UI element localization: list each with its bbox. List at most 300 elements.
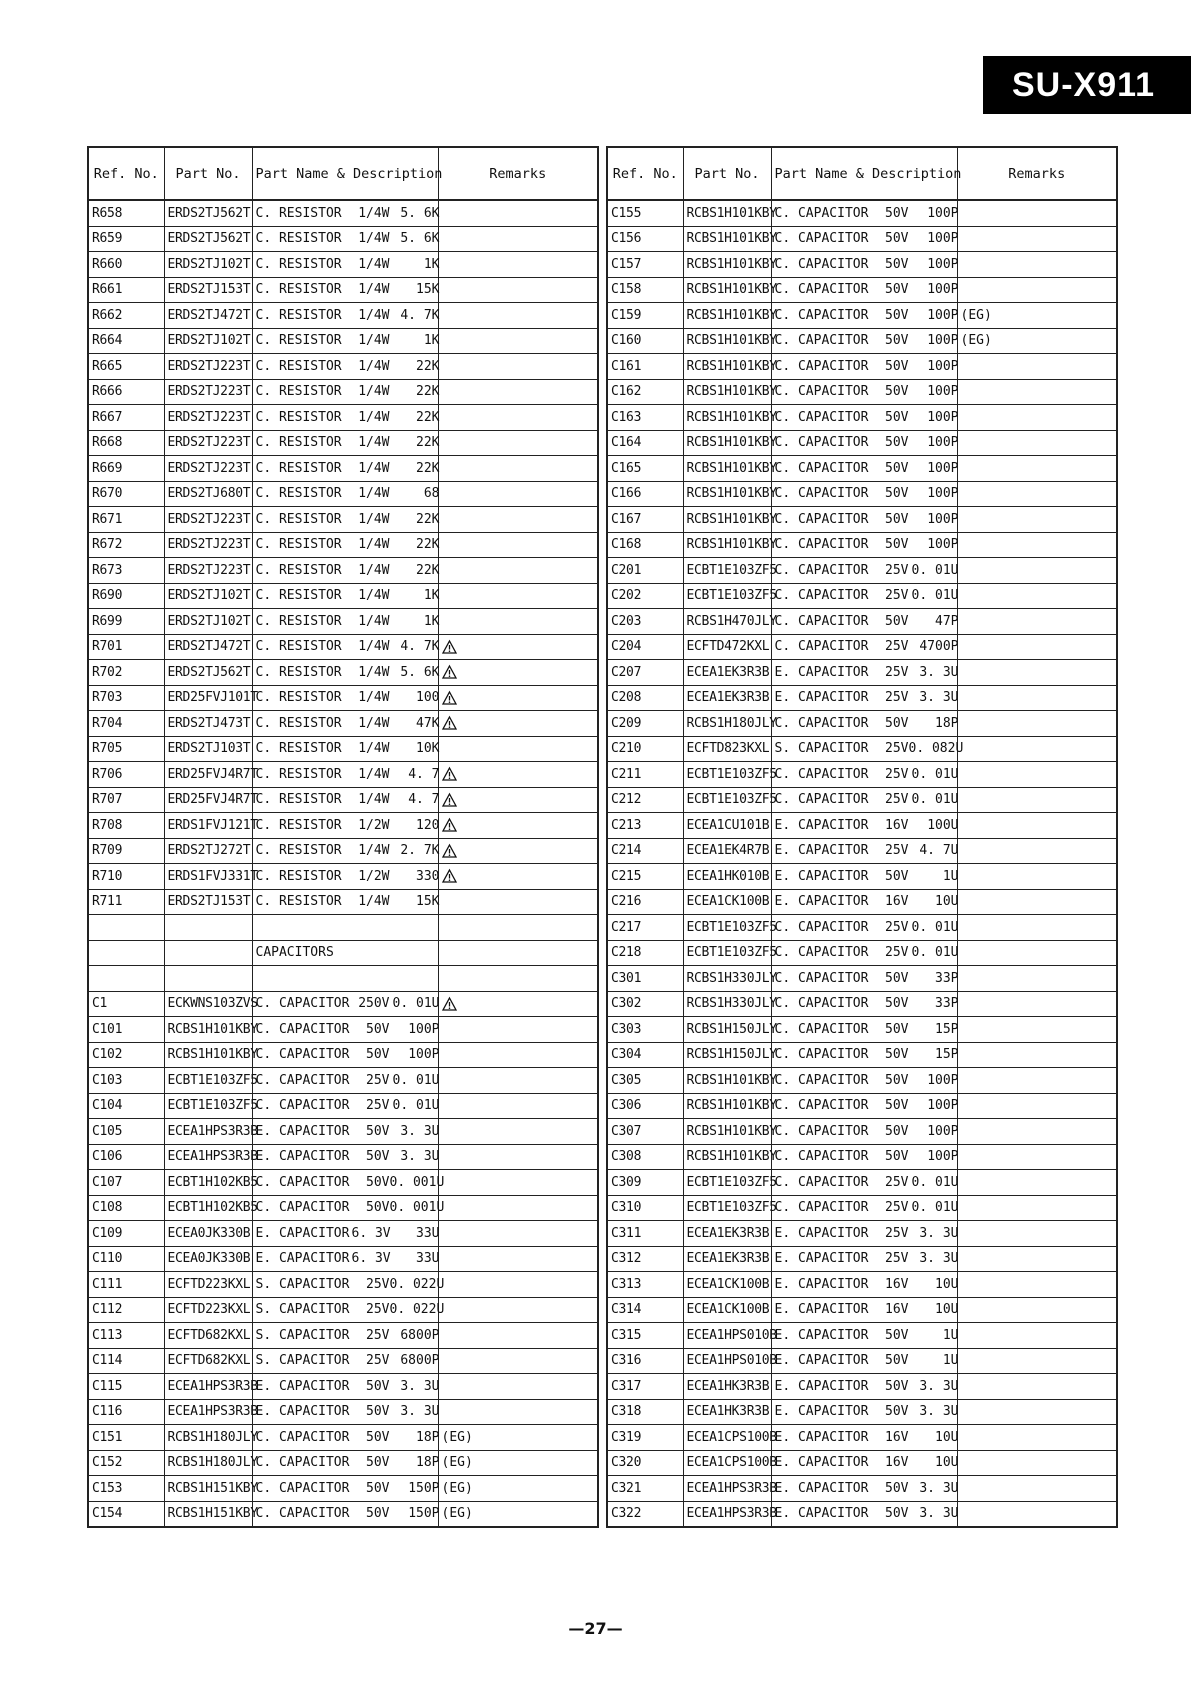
part-rating: 50V — [885, 1021, 909, 1037]
part-no-cell: ECEA1CU101B — [683, 813, 771, 839]
part-rating: 1/4W — [358, 435, 390, 451]
description-cell — [252, 1348, 438, 1374]
table-row — [607, 583, 1117, 609]
part-name: E. CAPACITOR — [774, 894, 869, 910]
part-no-cell: RCBS1H150JLY — [683, 1042, 771, 1068]
part-no-cell: RCBS1H151KBY — [164, 1476, 252, 1502]
part-value: 3. 3U — [919, 1506, 959, 1522]
part-rating: 1/4W — [358, 256, 390, 272]
remarks-cell — [957, 507, 1117, 533]
table-row — [88, 456, 598, 482]
remarks-cell — [957, 736, 1117, 762]
remarks-cell — [957, 252, 1117, 278]
remarks-cell — [438, 1042, 598, 1068]
ref-no-cell: C215 — [607, 864, 683, 890]
part-name: C. RESISTOR — [255, 588, 342, 604]
part-name: E. CAPACITOR — [774, 1480, 869, 1496]
part-rating: 1/4W — [358, 486, 390, 502]
table-row — [607, 1476, 1117, 1502]
ref-no-cell: C102 — [88, 1042, 164, 1068]
description-cell — [771, 660, 957, 686]
safety-warning-icon — [442, 767, 457, 781]
description-cell — [771, 940, 957, 966]
description-cell — [771, 1017, 957, 1043]
part-value: 5. 6K — [400, 231, 440, 247]
part-no-cell: RCBS1H101KBY — [683, 200, 771, 226]
safety-warning-icon — [442, 716, 457, 730]
table-row — [88, 1323, 598, 1349]
remarks-cell — [438, 1399, 598, 1425]
part-rating: 250V — [358, 996, 390, 1012]
description-cell — [252, 1297, 445, 1323]
description-cell — [252, 507, 438, 533]
description-cell — [252, 1042, 438, 1068]
table-row — [88, 1374, 598, 1400]
table-row — [607, 1348, 1117, 1374]
part-value: 10K — [416, 741, 440, 757]
remark-text: (EG) — [441, 1506, 473, 1522]
ref-no-cell: R673 — [88, 558, 164, 584]
part-no-cell: ECEA1HPS3R3B — [683, 1476, 771, 1502]
parts-table-left — [87, 146, 599, 1528]
table-row — [88, 1272, 598, 1298]
part-no-cell: RCBS1H101KBY — [683, 328, 771, 354]
part-value: 1U — [942, 1353, 959, 1369]
table-row — [607, 1399, 1117, 1425]
description-cell — [771, 226, 957, 252]
part-rating: 50V — [885, 1506, 909, 1522]
part-name: C. RESISTOR — [255, 282, 342, 298]
description-cell — [252, 1221, 438, 1247]
table-row — [88, 787, 598, 813]
table-row — [88, 303, 598, 329]
part-rating: 1/2W — [358, 817, 390, 833]
part-value: 18P — [416, 1455, 440, 1471]
table-row — [88, 1170, 598, 1196]
remarks-cell — [438, 379, 598, 405]
part-value: 2. 7K — [400, 843, 440, 859]
part-no-cell: ECBT1H102KB5 — [164, 1170, 252, 1196]
part-no-cell: RCBS1H101KBY — [683, 303, 771, 329]
part-no-cell: ECEA1HPS010B — [683, 1323, 771, 1349]
part-no-cell: ERDS2TJ153T — [164, 277, 252, 303]
table-row — [607, 354, 1117, 380]
remarks-cell — [438, 405, 598, 431]
part-rating: 50V — [885, 333, 909, 349]
part-rating: 25V — [885, 1174, 909, 1190]
part-name: C. RESISTOR — [255, 537, 342, 553]
part-value: 100P — [927, 256, 959, 272]
remarks-cell — [438, 303, 598, 329]
table-row — [88, 1144, 598, 1170]
table-row — [88, 762, 598, 788]
part-name: C. CAPACITOR — [774, 460, 869, 476]
part-rating: 50V — [885, 1098, 909, 1114]
part-value: 100P — [408, 1047, 440, 1063]
ref-no-cell: R709 — [88, 838, 164, 864]
remarks-cell — [957, 762, 1117, 788]
remarks-cell — [957, 940, 1117, 966]
part-name: C. CAPACITOR — [774, 435, 869, 451]
table-row — [607, 1501, 1117, 1527]
part-value: 6800P — [400, 1353, 440, 1369]
part-value: 5. 6K — [400, 205, 440, 221]
remarks-cell — [438, 1246, 598, 1272]
part-no-cell: ERDS2TJ223T — [164, 430, 252, 456]
part-name: C. RESISTOR — [255, 358, 342, 374]
table-row — [88, 405, 598, 431]
part-no-cell: ECEA1CK100B — [683, 1297, 771, 1323]
part-name: C. CAPACITOR — [774, 792, 869, 808]
part-value: 100P — [927, 282, 959, 298]
part-name: C. RESISTOR — [255, 741, 342, 757]
part-name: C. CAPACITOR — [774, 996, 869, 1012]
ref-no-cell: C114 — [88, 1348, 164, 1374]
part-no-cell: ECBT1E103ZF5 — [683, 583, 771, 609]
remarks-cell — [438, 1272, 598, 1298]
description-cell — [252, 303, 438, 329]
ref-no-cell: C101 — [88, 1017, 164, 1043]
description-cell — [252, 813, 438, 839]
table-row — [88, 200, 598, 226]
part-rating: 25V — [885, 1251, 909, 1267]
description-cell — [771, 252, 957, 278]
table-row — [607, 507, 1117, 533]
part-name: C. CAPACITOR — [774, 231, 869, 247]
part-rating: 50V — [366, 1149, 390, 1165]
part-value: 22K — [416, 460, 440, 476]
remarks-cell — [438, 1195, 598, 1221]
ref-no-cell: C153 — [88, 1476, 164, 1502]
part-value: 4. 7K — [400, 307, 440, 323]
part-value: 100P — [927, 307, 959, 323]
description-cell — [771, 1272, 957, 1298]
description-cell — [771, 558, 957, 584]
description-cell — [771, 813, 957, 839]
part-name: E. CAPACITOR — [255, 1251, 350, 1267]
table-row — [607, 762, 1117, 788]
table-row — [607, 456, 1117, 482]
description-cell — [771, 1399, 957, 1425]
description-cell — [771, 1068, 957, 1094]
part-rating: 50V — [366, 1506, 390, 1522]
part-rating: 1/4W — [358, 639, 390, 655]
ref-no-cell: C319 — [607, 1425, 683, 1451]
table-row — [607, 991, 1117, 1017]
part-rating: 50V — [885, 970, 909, 986]
part-no-cell: RCBS1H101KBY — [683, 226, 771, 252]
ref-no-cell: R711 — [88, 889, 164, 915]
part-value: 100P — [927, 231, 959, 247]
description-cell — [252, 532, 438, 558]
ref-no-cell: R704 — [88, 711, 164, 737]
remarks-cell — [957, 966, 1117, 992]
part-rating: 1/4W — [358, 792, 390, 808]
description-cell — [771, 532, 957, 558]
remarks-cell — [957, 1068, 1117, 1094]
part-value: 0. 01U — [911, 766, 959, 782]
part-rating: 16V — [885, 1429, 909, 1445]
remarks-cell — [957, 1450, 1117, 1476]
table-row — [607, 303, 1117, 329]
part-name: C. CAPACITOR — [774, 511, 869, 527]
part-value: 3. 3U — [400, 1404, 440, 1420]
description-cell — [771, 1501, 957, 1527]
remarks-cell — [438, 762, 598, 788]
part-rating: 50V — [885, 409, 909, 425]
table-row — [88, 1501, 598, 1527]
remarks-cell — [438, 252, 598, 278]
part-value: 1K — [423, 333, 440, 349]
part-rating: 1/4W — [358, 843, 390, 859]
ref-no-cell: C109 — [88, 1221, 164, 1247]
parts-table-left-body — [88, 200, 598, 1527]
part-value: 1U — [942, 868, 959, 884]
safety-warning-icon — [442, 997, 457, 1011]
part-rating: 50V — [885, 1353, 909, 1369]
part-no-cell: ERDS2TJ680T — [164, 481, 252, 507]
description-cell — [252, 456, 438, 482]
part-no-cell: ERDS2TJ562T — [164, 226, 252, 252]
table-header-row — [607, 147, 1117, 200]
part-no-cell: ECEA1HK3R3B — [683, 1374, 771, 1400]
part-value: 3. 3U — [400, 1123, 440, 1139]
part-value: 100P — [927, 1072, 959, 1088]
part-rating: 50V — [885, 868, 909, 884]
table-row — [88, 1476, 598, 1502]
part-name: S. CAPACITOR — [255, 1353, 350, 1369]
part-name: C. CAPACITOR — [774, 766, 869, 782]
ref-no-cell: R658 — [88, 200, 164, 226]
description-cell — [771, 354, 957, 380]
part-name: C. CAPACITOR — [774, 1200, 869, 1216]
description-cell — [252, 481, 438, 507]
part-value: 1K — [423, 588, 440, 604]
part-name: C. CAPACITOR — [774, 945, 869, 961]
part-no-cell: ECBT1E103ZF5 — [683, 940, 771, 966]
part-no-cell: RCBS1H101KBY — [683, 252, 771, 278]
table-row — [607, 864, 1117, 890]
table-row — [88, 685, 598, 711]
table-row — [88, 354, 598, 380]
table-row — [607, 532, 1117, 558]
part-value: 0. 01U — [911, 588, 959, 604]
part-rating: 25V — [885, 1200, 909, 1216]
description-cell — [771, 1144, 957, 1170]
table-row — [88, 252, 598, 278]
description-cell — [252, 405, 438, 431]
ref-no-cell — [88, 940, 164, 966]
safety-warning-icon — [442, 869, 457, 883]
part-name: C. RESISTOR — [255, 715, 342, 731]
remarks-cell — [438, 685, 598, 711]
description-cell — [252, 991, 438, 1017]
ref-no-cell: C151 — [88, 1425, 164, 1451]
table-row — [88, 277, 598, 303]
description-cell — [771, 1476, 957, 1502]
part-rating: 6. 3V — [351, 1251, 391, 1267]
table-row — [607, 430, 1117, 456]
part-no-cell: ECBT1E103ZF5 — [683, 787, 771, 813]
part-name: C. CAPACITOR — [255, 1021, 350, 1037]
part-rating: 1/4W — [358, 588, 390, 604]
table-row — [607, 813, 1117, 839]
part-rating: 50V — [885, 435, 909, 451]
table-row — [607, 1093, 1117, 1119]
part-no-cell: RCBS1H470JLY — [683, 609, 771, 635]
part-rating: 25V — [885, 690, 909, 706]
table-row — [88, 379, 598, 405]
part-name: C. CAPACITOR — [255, 1047, 350, 1063]
part-no-cell: ECEA1HPS3R3B — [164, 1399, 252, 1425]
table-row — [88, 481, 598, 507]
ref-no-cell: R706 — [88, 762, 164, 788]
remark-text: (EG) — [441, 1429, 473, 1445]
table-row — [607, 226, 1117, 252]
part-rating: 1/4W — [358, 460, 390, 476]
part-name: E. CAPACITOR — [255, 1149, 350, 1165]
description-cell — [771, 430, 957, 456]
part-value: 100P — [927, 358, 959, 374]
remarks-cell — [438, 966, 598, 992]
part-name: C. RESISTOR — [255, 486, 342, 502]
table-row — [88, 1221, 598, 1247]
parts-table-right-body — [607, 200, 1117, 1527]
remarks-cell — [957, 430, 1117, 456]
part-name: E. CAPACITOR — [774, 1353, 869, 1369]
description-cell — [771, 507, 957, 533]
part-value: 15K — [416, 282, 440, 298]
part-name: C. RESISTOR — [255, 435, 342, 451]
ref-no-cell: C214 — [607, 838, 683, 864]
part-value: 10U — [935, 1302, 959, 1318]
part-name: C. CAPACITOR — [774, 970, 869, 986]
table-row — [607, 1246, 1117, 1272]
part-value: 22K — [416, 384, 440, 400]
safety-warning-icon — [442, 844, 457, 858]
ref-no-cell: C311 — [607, 1221, 683, 1247]
ref-no-cell: C113 — [88, 1323, 164, 1349]
part-value: 18P — [935, 715, 959, 731]
part-value: 22K — [416, 562, 440, 578]
part-no-cell: ERDS2TJ562T — [164, 660, 252, 686]
ref-no-cell: C207 — [607, 660, 683, 686]
part-no-cell: ECBT1E103ZF5 — [164, 1068, 252, 1094]
part-no-cell: RCBS1H180JLY — [683, 711, 771, 737]
part-value: 100P — [927, 537, 959, 553]
part-name: C. RESISTOR — [255, 613, 342, 629]
part-value: 15K — [416, 894, 440, 910]
part-no-cell: ECFTD682KXL — [164, 1348, 252, 1374]
part-rating: 25V — [885, 639, 909, 655]
part-name: C. CAPACITOR — [774, 1174, 869, 1190]
safety-warning-icon — [442, 793, 457, 807]
table-row — [607, 1017, 1117, 1043]
table-row — [88, 634, 598, 660]
part-value: 33P — [935, 996, 959, 1012]
description-cell — [771, 1297, 957, 1323]
table-row — [88, 940, 598, 966]
part-name: C. CAPACITOR — [774, 613, 869, 629]
ref-no-cell: C161 — [607, 354, 683, 380]
table-row — [607, 915, 1117, 941]
remarks-cell — [957, 1374, 1117, 1400]
remarks-cell — [438, 532, 598, 558]
ref-no-cell: C208 — [607, 685, 683, 711]
part-value: 3. 3U — [919, 1480, 959, 1496]
part-no-cell: RCBS1H101KBY — [683, 532, 771, 558]
part-name: C. CAPACITOR — [774, 1149, 869, 1165]
table-row — [607, 685, 1117, 711]
part-name: C. CAPACITOR — [774, 1072, 869, 1088]
part-rating: 1/4W — [358, 715, 390, 731]
part-name: C. CAPACITOR — [774, 384, 869, 400]
ref-no-cell: R662 — [88, 303, 164, 329]
ref-no-cell: C1 — [88, 991, 164, 1017]
description-cell — [771, 991, 957, 1017]
ref-no-cell: C317 — [607, 1374, 683, 1400]
part-value: 22K — [416, 409, 440, 425]
table-row — [88, 1246, 598, 1272]
part-rating: 1/4W — [358, 613, 390, 629]
part-value: 0. 01U — [392, 996, 440, 1012]
part-name: C. CAPACITOR — [255, 1455, 350, 1471]
part-no-cell: ERD25FVJ4R7T — [164, 762, 252, 788]
part-rating: 50V — [885, 1327, 909, 1343]
part-no-cell: ECEA1EK4R7B — [683, 838, 771, 864]
part-rating: 25V — [366, 1276, 390, 1292]
part-rating: 25V — [885, 843, 909, 859]
part-rating: 50V — [885, 282, 909, 298]
part-rating: 50V — [885, 486, 909, 502]
part-rating: 16V — [885, 817, 909, 833]
part-value: 1U — [942, 1327, 959, 1343]
table-row — [88, 838, 598, 864]
part-rating: 50V — [885, 205, 909, 221]
part-value: 150P — [408, 1480, 440, 1496]
part-value: 1K — [423, 256, 440, 272]
part-rating: 25V — [885, 792, 909, 808]
ref-no-cell: C112 — [88, 1297, 164, 1323]
ref-no-cell: C305 — [607, 1068, 683, 1094]
part-rating: 50V — [366, 1378, 390, 1394]
remarks-cell — [438, 1476, 598, 1502]
part-value: 0. 01U — [911, 1200, 959, 1216]
remarks-cell — [957, 1017, 1117, 1043]
model-title: SU-X911 — [983, 56, 1191, 114]
table-row — [88, 1450, 598, 1476]
part-no-cell: ECBT1E103ZF5 — [683, 762, 771, 788]
ref-no-cell: C309 — [607, 1170, 683, 1196]
part-name: C. RESISTOR — [255, 256, 342, 272]
part-name: C. CAPACITOR — [774, 409, 869, 425]
table-row — [88, 1425, 598, 1451]
description-cell — [252, 1068, 438, 1094]
part-rating: 50V — [885, 1047, 909, 1063]
part-value: 33U — [416, 1225, 440, 1241]
description-cell — [252, 430, 438, 456]
table-row — [88, 889, 598, 915]
table-row — [88, 583, 598, 609]
remarks-cell — [438, 1297, 598, 1323]
table-row — [607, 634, 1117, 660]
description-cell — [771, 711, 957, 737]
part-name: S. CAPACITOR — [774, 741, 869, 757]
table-row — [607, 736, 1117, 762]
part-no-cell: ECBT1E103ZF5 — [683, 915, 771, 941]
description-cell — [252, 711, 438, 737]
description-cell — [252, 1374, 438, 1400]
